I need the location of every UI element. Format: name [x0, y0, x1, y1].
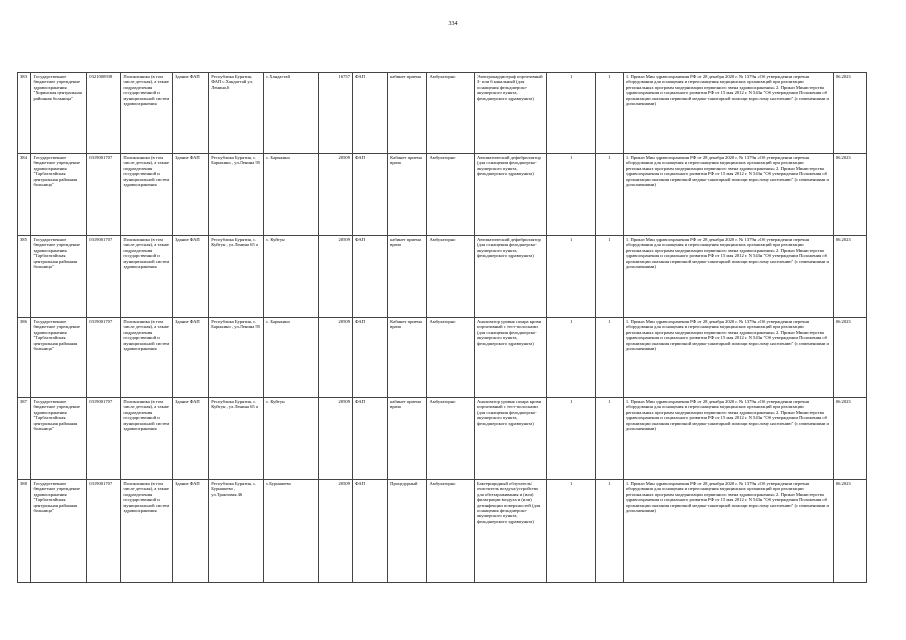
- building: Здание ФАП: [173, 154, 209, 236]
- facility-type: Поликлиника (в том числе детская), а также подразделения государственной и муниципальной систем здравоохранения: [121, 398, 173, 480]
- page-number: 334: [448, 21, 458, 27]
- building: Здание ФАП: [173, 236, 209, 318]
- facility-type: Поликлиника (в том числе детская), а также подразделения государственной и муниципальной систем здравоохранения: [121, 73, 173, 154]
- care-type: Амбулаторно: [427, 73, 475, 154]
- delivery-date: 06.2023: [833, 480, 866, 583]
- address: Республика Бурятия, с. Куйтун , ул.Ленина 65 а: [209, 236, 264, 318]
- room: кабинет приема: [388, 73, 427, 154]
- care-type: Амбулаторно: [427, 236, 475, 318]
- room: кабинет приема врача: [388, 236, 427, 318]
- quantity-planned: 1: [595, 73, 623, 154]
- unit: ФАП: [353, 480, 388, 583]
- legal-basis: 1. Приказ Мин здравоохранения РФ от 28 декабря 2020 г. № 1379н «Об утверждении перечня оборудования для оснащения и переоснащения медицинских организаций при реализации региональных программ модернизации первичного звена здравоохранения» 2. Приказ Министерства здравоохранения и социального развития РФ от 15 мая 2012 г. N 543н "Об утверждении Положения об организации оказания первичной медико-санитарной помощи взрослому населению" (с изменениями и дополнениями): [623, 480, 833, 583]
- equipment: Анализатор уровня сахара крови портативный с тест-полосками (для оснащения фельдшерско-акушерского пункта, фельдшерского здравпункта): [475, 318, 547, 398]
- organization-code: 0319001707: [87, 480, 121, 583]
- address: Республика Бурятия, с. Бурнашево , ул.Трактовая 46: [209, 480, 264, 583]
- row-number: 384: [18, 154, 31, 236]
- quantity-planned: 1: [595, 318, 623, 398]
- row-number: 386: [18, 318, 31, 398]
- equipment-register-table: [17, 72, 867, 583]
- settlement: с. Куйтун: [264, 236, 319, 318]
- legal-basis: 1. Приказ Мин здравоохранения РФ от 28 декабря 2020 г. № 1379н «Об утверждении перечня оборудования для оснащения и переоснащения медицинских организаций при реализации региональных программ модернизации первичного звена здравоохранения» 2. Приказ Министерства здравоохранения и социального развития РФ от 15 мая 2012 г. N 543н "Об утверждении Положения об организации оказания первичной медико-санитарной помощи взрослому населению" (с изменениями и дополнениями): [623, 73, 833, 154]
- quantity-required: 1: [547, 480, 596, 583]
- equipment: Электрокардиограф портативный 3- или 6 канальный (для оснащения фельдшерско-акушерского пункта, фельдшерского здравпункта): [475, 73, 547, 154]
- legal-basis: 1. Приказ Мин здравоохранения РФ от 28 декабря 2020 г. № 1379н «Об утверждении перечня оборудования для оснащения и переоснащения медицинских организаций при реализации региональных программ модернизации первичного звена здравоохранения» 2. Приказ Министерства здравоохранения и социального развития РФ от 15 мая 2012 г. N 543н "Об утверждении Положения об организации оказания первичной медико-санитарной помощи взрослому населению" (с изменениями и дополнениями): [623, 318, 833, 398]
- delivery-date: 06.2023: [833, 73, 866, 154]
- room: Кабинет приема врача: [388, 154, 427, 236]
- equipment: Автоматический дефибриллятор (для оснащения фельдшерско-акушерского пункта, фельдшерского здравпункта): [475, 236, 547, 318]
- address: Республика Бурятия, с. Куйтун , ул.Ленина 65 а: [209, 398, 264, 480]
- settlement: с. Куйтун: [264, 398, 319, 480]
- population: 20509: [318, 318, 352, 398]
- quantity-required: 1: [547, 73, 596, 154]
- settlement: с. Барыкино: [264, 154, 319, 236]
- row-number: 387: [18, 398, 31, 480]
- quantity-planned: 1: [595, 236, 623, 318]
- population: 20509: [318, 236, 352, 318]
- facility-type: Поликлиника (в том числе детская), а также подразделения государственной и муниципальной систем здравоохранения: [121, 318, 173, 398]
- building: Здание ФАП: [173, 480, 209, 583]
- delivery-date: 06.2023: [833, 154, 866, 236]
- unit: ФАП: [353, 73, 388, 154]
- row-number: 388: [18, 480, 31, 583]
- care-type: Амбулаторно: [427, 318, 475, 398]
- organization-name: Государственное бюджетное учреждение здравоохранения "Хоринская центральная районная больница": [31, 73, 87, 154]
- address: Республика Бурятия, с. Барыкино , ул.Ленина 95: [209, 318, 264, 398]
- population: 20509: [318, 154, 352, 236]
- population: 16757: [318, 73, 352, 154]
- address: Республика Бурятия, с. Барыкино , ул.Ленина 95: [209, 154, 264, 236]
- room: Кабинет приема врача: [388, 318, 427, 398]
- settlement: с.Хандагтай: [264, 73, 319, 154]
- organization-code: 0319001707: [87, 398, 121, 480]
- quantity-planned: 1: [595, 480, 623, 583]
- legal-basis: 1. Приказ Мин здравоохранения РФ от 28 декабря 2020 г. № 1379н «Об утверждении перечня оборудования для оснащения и переоснащения медицинских организаций при реализации региональных программ модернизации первичного звена здравоохранения» 2. Приказ Министерства здравоохранения и социального развития РФ от 15 мая 2012 г. N 543н "Об утверждении Положения об организации оказания первичной медико-санитарной помощи взрослому населению" (с изменениями и дополнениями): [623, 236, 833, 318]
- table-row: [18, 318, 867, 398]
- building: Здание ФАП: [173, 398, 209, 480]
- facility-type: Поликлиника (в том числе детская), а также подразделения государственной и муниципальной систем здравоохранения: [121, 236, 173, 318]
- organization-name: Государственное бюджетное учреждение здравоохранения "Тарбагатайская центральная районная больница": [31, 154, 87, 236]
- delivery-date: 06.2023: [833, 236, 866, 318]
- quantity-required: 1: [547, 154, 596, 236]
- table-row: [18, 154, 867, 236]
- settlement: с. Барыкино: [264, 318, 319, 398]
- room: Процедурный: [388, 480, 427, 583]
- row-number: 385: [18, 236, 31, 318]
- table-row: [18, 73, 867, 154]
- quantity-required: 1: [547, 398, 596, 480]
- quantity-planned: 1: [595, 154, 623, 236]
- equipment: Бактерицидный облучатель/очиститель воздуха/устройство для обеззараживания и (или) фильтрации воздуха и (или) дезинфекции поверхностей (для оснащения фельдшерско-акушерского пункта, фельдшерского здравпункта): [475, 480, 547, 583]
- legal-basis: 1. Приказ Мин здравоохранения РФ от 28 декабря 2020 г. № 1379н «Об утверждении перечня оборудования для оснащения и переоснащения медицинских организаций при реализации региональных программ модернизации первичного звена здравоохранения» 2. Приказ Министерства здравоохранения и социального развития РФ от 15 мая 2012 г. N 543н "Об утверждении Положения об организации оказания первичной медико-санитарной помощи взрослому населению" (с изменениями и дополнениями): [623, 154, 833, 236]
- quantity-required: 1: [547, 318, 596, 398]
- table-row: [18, 480, 867, 583]
- building: Здание ФАП: [173, 73, 209, 154]
- population: 20509: [318, 398, 352, 480]
- organization-name: Государственное бюджетное учреждение здравоохранения "Тарбагатайская центральная районная больница": [31, 236, 87, 318]
- quantity-planned: 1: [595, 398, 623, 480]
- facility-type: Поликлиника (в том числе детская), а также подразделения государственной и муниципальной систем здравоохранения: [121, 480, 173, 583]
- unit: ФАП: [353, 398, 388, 480]
- care-type: Амбулаторно: [427, 154, 475, 236]
- delivery-date: 06.2023: [833, 398, 866, 480]
- unit: ФАП: [353, 154, 388, 236]
- settlement: с.Бурнашево: [264, 480, 319, 583]
- organization-code: 0321000938: [87, 73, 121, 154]
- organization-name: Государственное бюджетное учреждение здравоохранения "Тарбагатайская центральная районная больница": [31, 318, 87, 398]
- address: Республика Бурятия, ФАП с.Хандагтай ул. Ленина,6: [209, 73, 264, 154]
- organization-code: 0319001707: [87, 318, 121, 398]
- quantity-required: 1: [547, 236, 596, 318]
- organization-name: Государственное бюджетное учреждение здравоохранения "Тарбагатайская центральная районная больница": [31, 480, 87, 583]
- unit: ФАП: [353, 236, 388, 318]
- care-type: Амбулаторно: [427, 480, 475, 583]
- equipment: Анализатор уровня сахара крови портативный с тест-полосками (для оснащения фельдшерско-акушерского пункта, фельдшерского здравпункта): [475, 398, 547, 480]
- row-number: 383: [18, 73, 31, 154]
- population: 20509: [318, 480, 352, 583]
- organization-code: 0319001707: [87, 236, 121, 318]
- organization-code: 0319001707: [87, 154, 121, 236]
- table-row: [18, 398, 867, 480]
- building: Здание ФАП: [173, 318, 209, 398]
- equipment: Автоматический дефибриллятор (для оснащения фельдшерско-акушерского пункта, фельдшерского здравпункта): [475, 154, 547, 236]
- delivery-date: 06.2023: [833, 318, 866, 398]
- facility-type: Поликлиника (в том числе детская), а также подразделения государственной и муниципальной систем здравоохранения: [121, 154, 173, 236]
- unit: ФАП: [353, 318, 388, 398]
- table-row: [18, 236, 867, 318]
- organization-name: Государственное бюджетное учреждение здравоохранения "Тарбагатайская центральная районная больница": [31, 398, 87, 480]
- room: кабинет приема врача: [388, 398, 427, 480]
- care-type: Амбулаторно: [427, 398, 475, 480]
- legal-basis: 1. Приказ Мин здравоохранения РФ от 28 декабря 2020 г. № 1379н «Об утверждении перечня оборудования для оснащения и переоснащения медицинских организаций при реализации региональных программ модернизации первичного звена здравоохранения» 2. Приказ Министерства здравоохранения и социального развития РФ от 15 мая 2012 г. N 543н "Об утверждении Положения об организации оказания первичной медико-санитарной помощи взрослому населению" (с изменениями и дополнениями): [623, 398, 833, 480]
